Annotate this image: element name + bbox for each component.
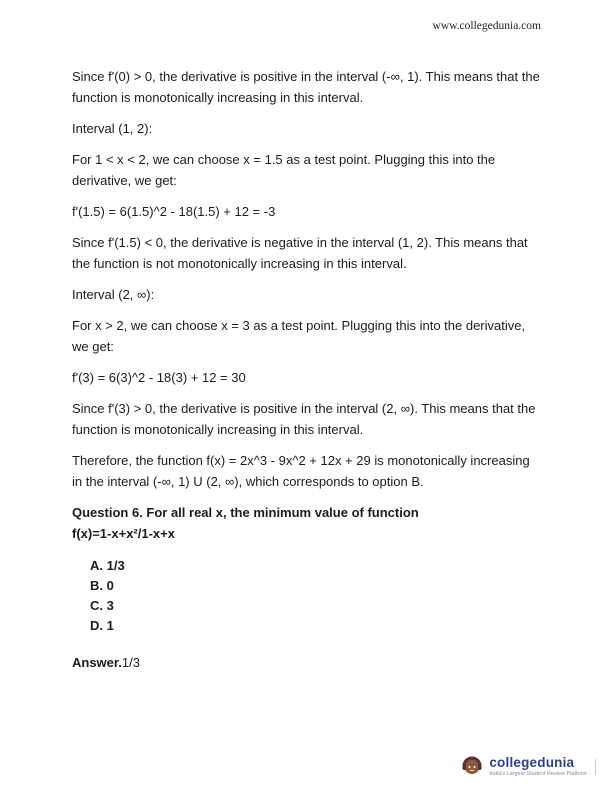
question-heading-line1: Question 6. For all real x, the minimum value of function <box>72 505 419 520</box>
logo-text-block <box>489 756 587 777</box>
solution-paragraph: For x > 2, we can choose x = 3 as a test point. Plugging this into the derivative, we get: <box>72 318 526 354</box>
collegedunia-mascot-icon <box>460 753 484 780</box>
logo-brand-name: collegedunia <box>489 755 575 770</box>
conclusion-paragraph: Therefore, the function f(x) = 2x^3 - 9x^2 + 12x + 29 is monotonically increasing in the interval (-∞, 1) U (2, ∞), which corresponds to option B. <box>72 453 530 489</box>
answer-line <box>72 652 540 673</box>
option-b: B. 0 <box>90 578 114 593</box>
collegedunia-logo[interactable] <box>460 753 596 780</box>
question-heading <box>72 502 540 544</box>
logo-tagline: India's Largest Student Review Platform <box>489 770 587 777</box>
logo-divider <box>595 759 596 775</box>
formula-line: f'(3) = 6(3)^2 - 18(3) + 12 = 30 <box>72 370 246 385</box>
interval-heading: Interval (1, 2): <box>72 121 153 136</box>
option-c: C. 3 <box>90 598 114 613</box>
solution-paragraph: Since f'(0) > 0, the derivative is positive in the interval (-∞, 1). This means that the function is monotonically increasing in this interval. <box>72 69 540 105</box>
options-list <box>90 556 540 636</box>
solution-paragraph: Since f'(1.5) < 0, the derivative is negative in the interval (1, 2). This means that the function is not monotonically increasing in this interval. <box>72 235 528 271</box>
solution-content <box>72 66 540 673</box>
answer-value: 1/3 <box>121 655 140 670</box>
interval-heading: Interval (2, ∞): <box>72 287 155 302</box>
solution-paragraph: Since f'(3) > 0, the derivative is positive in the interval (2, ∞). This means that the function is monotonically increasing in this interval. <box>72 401 536 437</box>
answer-label: Answer. <box>72 655 122 670</box>
question-heading-line2: f(x)=1-x+x²/1-x+x <box>72 526 175 541</box>
solution-paragraph: For 1 < x < 2, we can choose x = 1.5 as a test point. Plugging this into the derivative, we get: <box>72 152 496 188</box>
option-a: A. 1/3 <box>90 558 125 573</box>
option-d: D. 1 <box>90 618 114 633</box>
formula-line: f'(1.5) = 6(1.5)^2 - 18(1.5) + 12 = -3 <box>72 204 276 219</box>
header-website-link[interactable]: www.collegedunia.com <box>432 20 541 32</box>
